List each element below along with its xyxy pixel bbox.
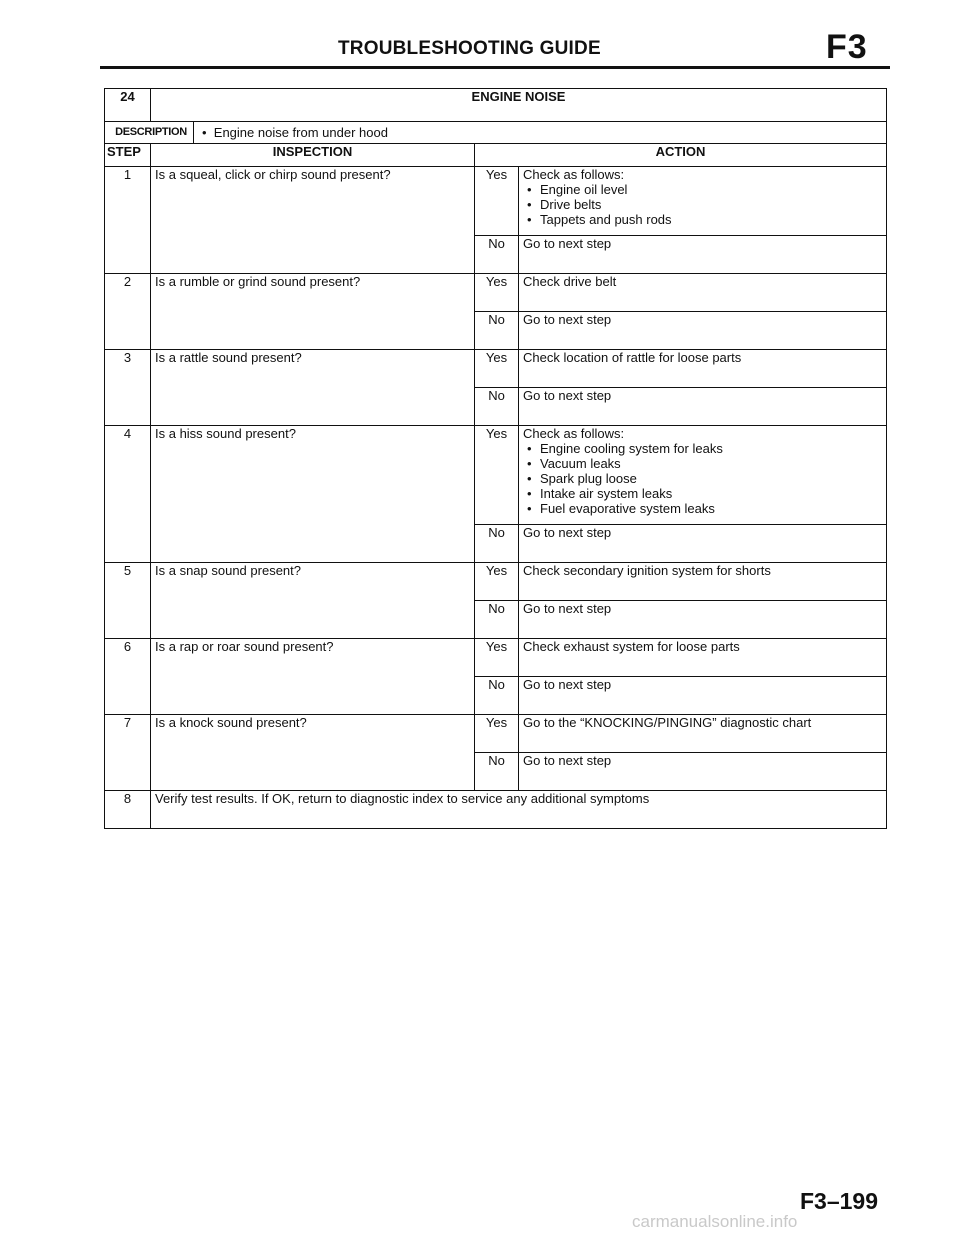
step-row-yes	[105, 715, 887, 753]
guide-number: 24	[105, 89, 151, 122]
final-step-text: Verify test results. If OK, return to diagnostic index to service any additional symptoms	[151, 791, 887, 829]
action-no: Go to next step	[519, 601, 887, 639]
step-number: 5	[105, 563, 151, 639]
description-text: • Engine noise from under hood	[202, 125, 388, 140]
answer-no: No	[475, 312, 519, 350]
action-list-item: • Tappets and push rods	[523, 212, 882, 227]
answer-yes: Yes	[475, 426, 519, 525]
action-list-item: • Drive belts	[523, 197, 882, 212]
column-header-row	[105, 144, 887, 167]
step-number: 1	[105, 167, 151, 274]
step-number: 2	[105, 274, 151, 350]
step-column-header: STEP	[105, 144, 151, 167]
action-text: Check as follows:	[523, 426, 625, 441]
action-text: Check drive belt	[523, 274, 617, 289]
answer-yes: Yes	[475, 639, 519, 677]
action-yes	[519, 167, 887, 236]
step-row-yes	[105, 639, 887, 677]
action-yes	[519, 274, 887, 312]
step-row-yes	[105, 426, 887, 525]
action-list-item: • Intake air system leaks	[523, 486, 882, 501]
inspection-text: Is a snap sound present?	[151, 563, 475, 639]
troubleshooting-table	[104, 88, 887, 829]
action-yes	[519, 563, 887, 601]
action-text: Check exhaust system for loose parts	[523, 639, 740, 654]
action-text: Check secondary ignition system for shorts	[523, 563, 771, 578]
step-number: 7	[105, 715, 151, 791]
description-row	[105, 122, 887, 144]
answer-yes: Yes	[475, 715, 519, 753]
page-title: TROUBLESHOOTING GUIDE	[338, 38, 601, 59]
action-no: Go to next step	[519, 525, 887, 563]
answer-no: No	[475, 236, 519, 274]
description-label: DESCRIPTION	[109, 122, 194, 143]
section-code: F3	[826, 28, 868, 66]
action-list-item: • Engine cooling system for leaks	[523, 441, 882, 456]
page-number: F3–199	[800, 1188, 879, 1214]
action-list	[523, 441, 882, 516]
step-row-yes	[105, 350, 887, 388]
step-row-yes	[105, 167, 887, 236]
answer-yes: Yes	[475, 274, 519, 312]
answer-yes: Yes	[475, 563, 519, 601]
action-no: Go to next step	[519, 753, 887, 791]
answer-yes: Yes	[475, 350, 519, 388]
answer-yes: Yes	[475, 167, 519, 236]
step-number: 4	[105, 426, 151, 563]
inspection-column-header: INSPECTION	[151, 144, 475, 167]
table-title-row	[105, 89, 887, 122]
header-rule	[100, 66, 890, 69]
step-number: 3	[105, 350, 151, 426]
action-list-item: • Fuel evaporative system leaks	[523, 501, 882, 516]
action-yes	[519, 639, 887, 677]
action-list	[523, 182, 882, 227]
action-column-header: ACTION	[475, 144, 887, 167]
answer-no: No	[475, 677, 519, 715]
inspection-text: Is a rap or roar sound present?	[151, 639, 475, 715]
action-yes	[519, 426, 887, 525]
action-no: Go to next step	[519, 677, 887, 715]
action-yes	[519, 350, 887, 388]
answer-no: No	[475, 601, 519, 639]
final-step-row	[105, 791, 887, 829]
step-row-yes	[105, 563, 887, 601]
step-number: 8	[105, 791, 151, 829]
inspection-text: Is a rattle sound present?	[151, 350, 475, 426]
action-no: Go to next step	[519, 312, 887, 350]
action-text: Check as follows:	[523, 167, 625, 182]
action-no: Go to next step	[519, 388, 887, 426]
action-yes	[519, 715, 887, 753]
watermark: carmanualsonline.info	[632, 1212, 798, 1231]
action-list-item: • Vacuum leaks	[523, 456, 882, 471]
step-number: 6	[105, 639, 151, 715]
step-row-yes	[105, 274, 887, 312]
action-text: Go to the “KNOCKING/PINGING” diagnostic chart	[523, 715, 812, 730]
guide-title: ENGINE NOISE	[151, 89, 887, 122]
action-no: Go to next step	[519, 236, 887, 274]
inspection-text: Is a squeal, click or chirp sound present?	[151, 167, 475, 274]
inspection-text: Is a knock sound present?	[151, 715, 475, 791]
action-list-item: • Spark plug loose	[523, 471, 882, 486]
inspection-text: Is a hiss sound present?	[151, 426, 475, 563]
answer-no: No	[475, 388, 519, 426]
action-list-item: • Engine oil level	[523, 182, 882, 197]
answer-no: No	[475, 753, 519, 791]
answer-no: No	[475, 525, 519, 563]
inspection-text: Is a rumble or grind sound present?	[151, 274, 475, 350]
action-text: Check location of rattle for loose parts	[523, 350, 742, 365]
